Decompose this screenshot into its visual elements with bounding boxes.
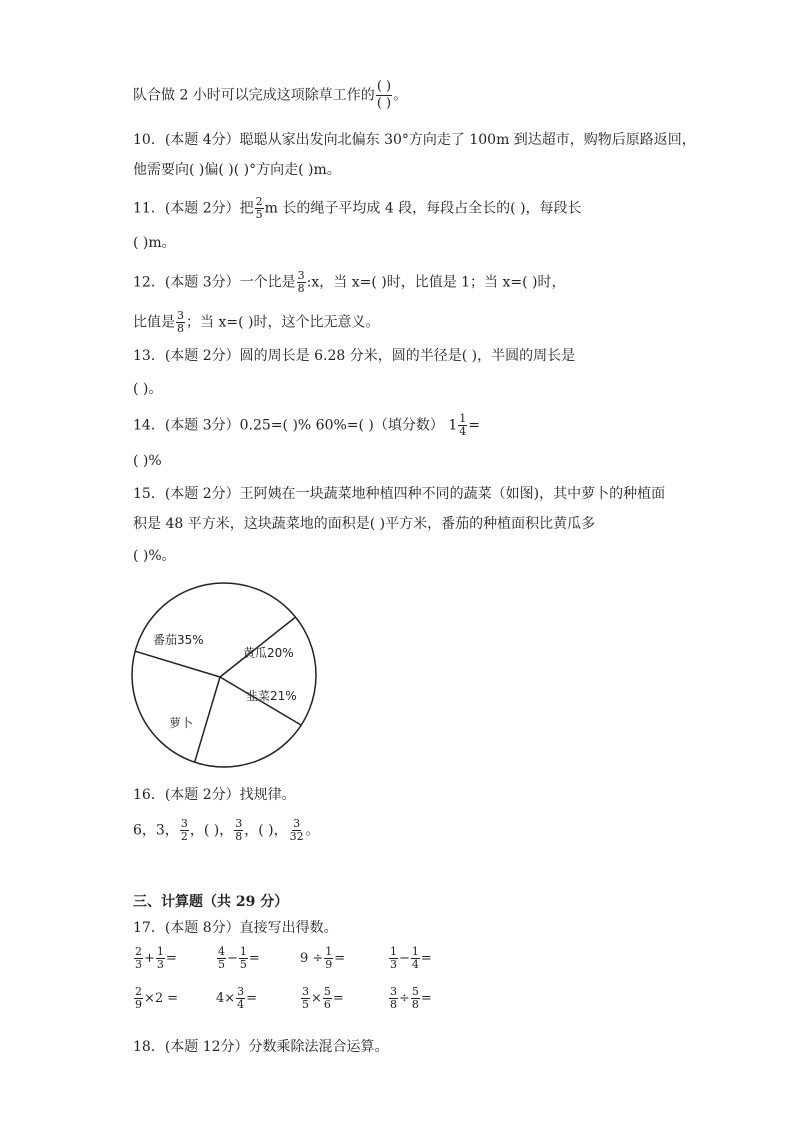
calc-item: $\frac{4}{5}$ − $\frac{1}{5}$ = — [218, 945, 260, 971]
q12-fraction: $\frac{3}{8}$ — [297, 269, 305, 295]
q15-line3: ( )%。 — [133, 548, 176, 564]
calc-item: 9 ÷ $\frac{1}{9}$ = — [300, 945, 346, 971]
calc-item: $\frac{3}{8}$ ÷ $\frac{5}{8}$ = — [390, 985, 432, 1011]
calc-fraction: $\frac{4}{5}$ — [218, 945, 225, 971]
q10-line1: 10．(本题 4分）聪聪从家出发向北偏东 30°方向走了 100m 到达超市，购物后原路返回， — [133, 132, 696, 148]
q15-line1: 15．(本题 2分）王阿姨在一块蔬菜地种植四种不同的蔬菜（如图)，其中萝卜的种植面 — [133, 486, 666, 502]
calc-item: $\frac{1}{3}$ − $\frac{1}{4}$ = — [390, 945, 432, 971]
calc-fraction: $\frac{5}{6}$ — [323, 985, 331, 1011]
q11-fraction: $\frac{2}{5}$ — [255, 195, 263, 221]
pie-label-2: 韭菜21% — [246, 689, 297, 703]
pie-label-0: 番茄35% — [153, 633, 204, 647]
calc-fraction: $\frac{1}{5}$ — [239, 945, 247, 971]
q9-fraction: $\frac{( )}{( )}$ — [376, 79, 392, 111]
calc-fraction: $\frac{1}{9}$ — [325, 945, 333, 971]
q12-line2: 比值是 $\frac{3}{8}$ ；当 x=( )时，这个比无意义。 — [133, 309, 380, 335]
calc-item: $\frac{2}{9}$ ×2 = — [135, 985, 179, 1011]
q9-line: 队合做 2 小时可以完成这项除草工作的 $\frac{( )}{( )}$ 。 — [133, 79, 408, 111]
calc-fraction: $\frac{3}{5}$ — [302, 985, 309, 1011]
q16-fraction-3: $\frac{3}{32}$ — [289, 817, 304, 843]
q14-line2: ( )% — [133, 453, 162, 469]
section-3-title: 三、计算题（共 29 分） — [133, 894, 289, 910]
q11-line2: ( )m。 — [133, 235, 176, 251]
q16-line1: 16．(本题 2分）找规律。 — [133, 787, 296, 803]
calc-fraction: $\frac{2}{3}$ — [135, 945, 142, 971]
calc-fraction: $\frac{1}{3}$ — [390, 945, 397, 971]
calc-item: 4× $\frac{3}{4}$ = — [216, 985, 258, 1011]
q14-line1: 14．(本题 3分）0.25=( )% 60%=( )（填分数） 1 $\frac{1}{4}$ = — [133, 412, 480, 438]
q16-fraction-1: $\frac{3}{2}$ — [180, 817, 188, 843]
pie-slice-boundary — [135, 651, 220, 677]
q10-line2: 他需要向( )偏( )( )°方向走( )m。 — [133, 162, 341, 178]
pie-label-3: 萝卜 — [169, 716, 194, 730]
q12-fraction-2: $\frac{3}{8}$ — [177, 309, 184, 335]
q12-line1: 12．(本题 3分）一个比是 $\frac{3}{8}$ :x，当 x=( )时，比值是 1；当 x=( )时， — [133, 269, 566, 295]
calc-fraction: $\frac{5}{8}$ — [411, 985, 419, 1011]
calc-fraction: $\frac{1}{4}$ — [411, 945, 419, 971]
q18-line1: 18．(本题 12分）分数乘除法混合运算。 — [133, 1039, 389, 1055]
pie-label-1: 黄瓜20% — [243, 646, 294, 660]
q13-line2: ( )。 — [133, 381, 163, 397]
q15-line2: 积是 48 平方米，这块蔬菜地的面积是( )平方米，番茄的种植面积比黄瓜多 — [133, 516, 596, 532]
calc-fraction: $\frac{1}{3}$ — [156, 945, 164, 971]
q16-fraction-2: $\frac{3}{8}$ — [235, 817, 243, 843]
q11-line1: 11．(本题 2分）把 $\frac{2}{5}$ m 长的绳子平均成 4 段，每段占全长的( )，每段长 — [133, 195, 582, 221]
calc-fraction: $\frac{2}{9}$ — [135, 985, 142, 1011]
pie-slice-boundary — [195, 677, 220, 762]
calc-item: $\frac{2}{3}$ + $\frac{1}{3}$ = — [135, 945, 177, 971]
q13-line1: 13．(本题 2分）圆的周长是 6.28 分米，圆的半径是( )，半圆的周长是 — [133, 348, 576, 364]
q17-line1: 17．(本题 8分）直接写出得数。 — [133, 920, 338, 936]
q14-fraction: $\frac{1}{4}$ — [459, 412, 467, 438]
calc-fraction: $\frac{3}{4}$ — [237, 985, 245, 1011]
calc-item: $\frac{3}{5}$ × $\frac{5}{6}$ = — [302, 985, 344, 1011]
pie-outline — [132, 583, 316, 767]
vegetable-pie-chart — [131, 582, 331, 772]
calc-fraction: $\frac{3}{8}$ — [390, 985, 397, 1011]
q16-line2: 6，3， $\frac{3}{2}$ ，( )， $\frac{3}{8}$ ，( )， $\frac{3}{32}$ 。 — [133, 817, 320, 843]
